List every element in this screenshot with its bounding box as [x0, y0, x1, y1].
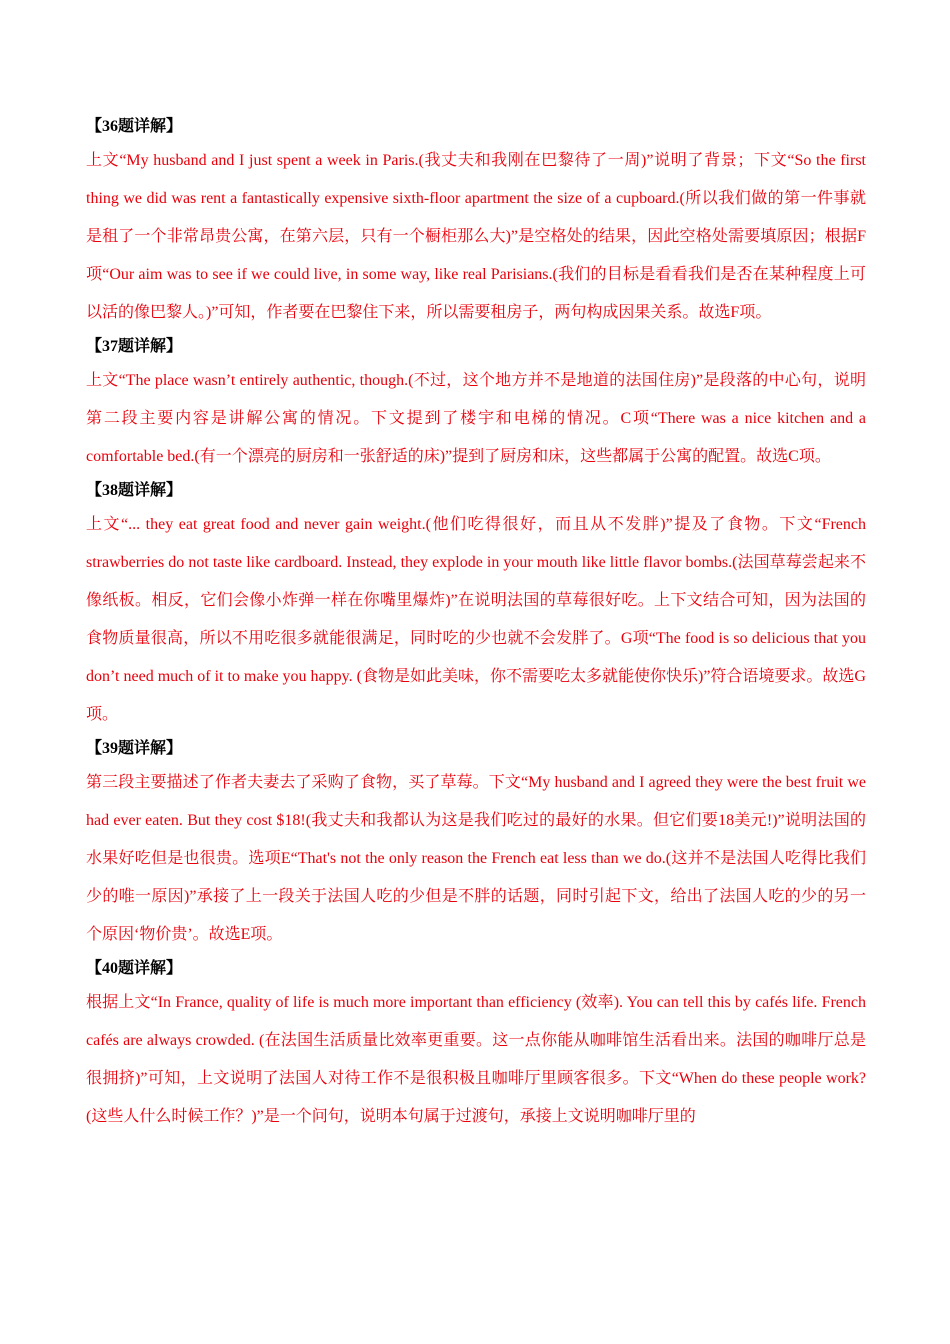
- section-explanation: 第三段主要描述了作者夫妻去了采购了食物，买了草莓。下文“My husband and I agreed they were the best fruit we had ever eaten. But they cost $18!(我丈夫和我都认为这是我们吃过的最好的水果。但它们要18美元!)”说明法国的水果好吃但是也很贵。选项E“That's not the only reason the French eat less than we do.(这并不是法国人吃得比我们少的唯一原因)”承接了上一段关于法国人吃的少但是不胖的话题，同时引起下文，给出了法国人吃的少的另一个原因‘物价贵’。故选E项。: [86, 774, 866, 943]
- section-40: [86, 954, 866, 1136]
- section-36: [86, 112, 866, 332]
- section-explanation: 上文“The place wasn’t entirely authentic, though.(不过，这个地方并不是地道的法国住房)”是段落的中心句，说明第二段主要内容是讲解公寓的情况。下文提到了楼宇和电梯的情况。C项“There was a nice kitchen and a comfortable bed.(有一个漂亮的厨房和一张舒适的床)”提到了厨房和床，这些都属于公寓的配置。故选C项。: [86, 372, 866, 465]
- section-explanation: 根据上文“In France, quality of life is much more important than efficiency (效率). You can tell this by cafés life. French cafés are always crowded. (在法国生活质量比效率更重要。这一点你能从咖啡馆生活看出来。法国的咖啡厅总是很拥挤)”可知，上文说明了法国人对待工作不是很积极且咖啡厅里顾客很多。下文“When do these people work?(这些人什么时候工作？)”是一个问句，说明本句属于过渡句，承接上文说明咖啡厅里的: [86, 994, 866, 1125]
- section-heading: 【39题详解】: [86, 740, 183, 757]
- section-heading: 【37题详解】: [86, 338, 183, 355]
- section-explanation: 上文“My husband and I just spent a week in Paris.(我丈夫和我刚在巴黎待了一周)”说明了背景；下文“So the first thing we did was rent a fantastically expensive sixth-floor apartment the size of a cupboard.(所以我们做的第一件事就是租了一个非常昂贵公寓，在第六层，只有一个橱柜那么大)”是空格处的结果，因此空格处需要填原因；根据F项“Our aim was to see if we could live, in some way, like real Parisians.(我们的目标是看看我们是否在某种程度上可以活的像巴黎人。)”可知，作者要在巴黎住下来，所以需要租房子，两句构成因果关系。故选F项。: [86, 152, 866, 321]
- section-heading: 【40题详解】: [86, 960, 183, 977]
- section-heading: 【38题详解】: [86, 482, 183, 499]
- section-37: [86, 332, 866, 476]
- section-38: [86, 476, 866, 734]
- section-heading: 【36题详解】: [86, 118, 183, 135]
- section-39: [86, 734, 866, 954]
- section-explanation: 上文“... they eat great food and never gain weight.(他们吃得很好，而且从不发胖)”提及了食物。下文“French strawberries do not taste like cardboard. Instead, they explode in your mouth like little flavor bombs.(法国草莓尝起来不像纸板。相反，它们会像小炸弹一样在你嘴里爆炸)”在说明法国的草莓很好吃。上下文结合可知，因为法国的食物质量很高，所以不用吃很多就能很满足，同时吃的少也就不会发胖了。G项“The food is so delicious that you don’t need much of it to make you happy. (食物是如此美味，你不需要吃太多就能使你快乐)”符合语境要求。故选G项。: [86, 516, 866, 723]
- document-page: [86, 112, 866, 1136]
